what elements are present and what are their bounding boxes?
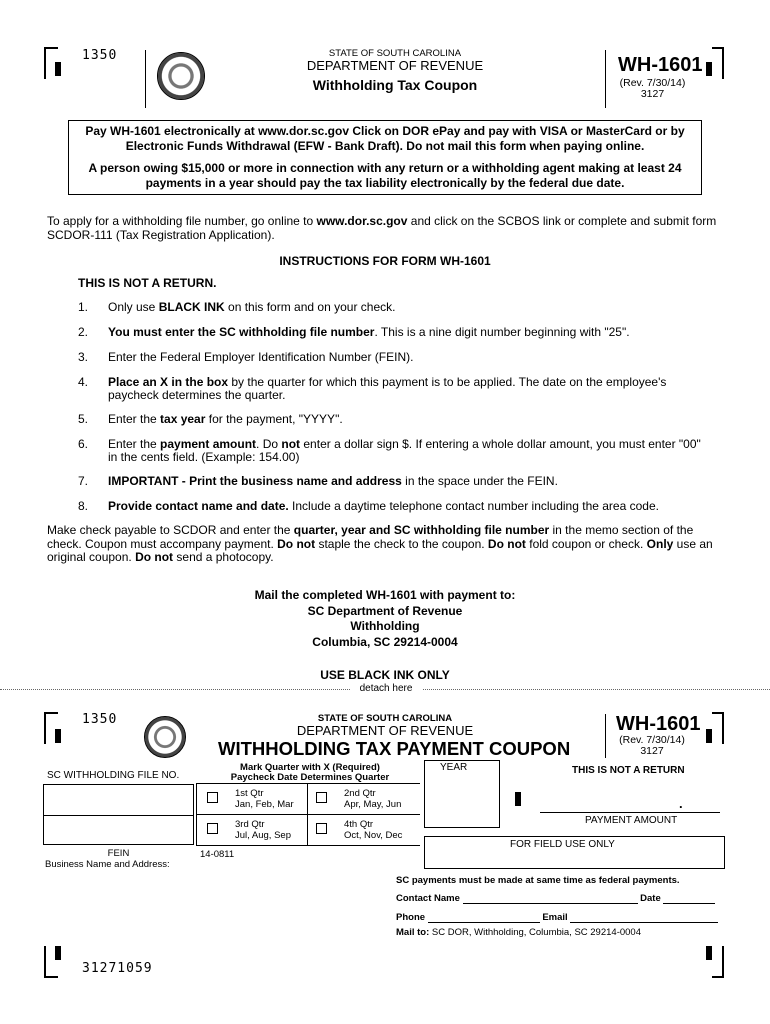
item-bold: tax year [160,412,206,426]
item-number: 4. [78,375,89,389]
page-title: Withholding Tax Coupon [312,77,478,93]
item-bold: Place an X in the box [108,375,229,389]
check-bold: Do not [135,550,174,564]
fein-field[interactable] [43,815,194,845]
business-name-label: Business Name and Address: [45,859,170,870]
quarter-grid-mid [196,814,420,815]
item-text: for the payment, "YYYY". [205,412,343,426]
payment-decimal: . [679,796,683,811]
item-bold: You must enter the SC withholding file number [108,325,375,339]
quarter-grid-bot [196,845,420,846]
corner-bracket-coupon-right [712,712,724,744]
sc-payments-note: SC payments must be made at same time as federal payments. [396,875,680,886]
item-text: . This is a nine digit number beginning with "25". [374,325,630,339]
q1-months: Jan, Feb, Mar [235,798,294,810]
item-bold: IMPORTANT - Print the business name and address [108,474,402,488]
mail-line: Columbia, SC 29214-0004 [312,634,458,649]
phone-field[interactable] [428,911,540,923]
instruction-item [78,376,708,402]
item-text: . Do [256,437,282,451]
item-text: in the space under the FEIN. [401,474,558,488]
item-text: Only use [108,300,159,314]
check-text: send a photocopy. [173,550,274,564]
year-label: YEAR [440,762,468,773]
mail-address [200,588,570,650]
item-text: Enter the [108,437,161,451]
q4-checkbox[interactable] [316,823,327,834]
q2-checkbox[interactable] [316,792,327,803]
header-divider [145,50,146,108]
notice-threshold: A person owing $15,000 or more in connection with any return or a withholding agent making at least 24 payments in a year should pay the tax liability electronically by the federal due date. [88,161,682,190]
coupon-form-number: WH-1601 [616,713,701,735]
not-return-label: THIS IS NOT A RETURN [572,765,685,776]
contact-name-label: Contact Name [396,893,460,904]
mail-to-row [396,927,641,938]
coupon-title: WITHHOLDING TAX PAYMENT COUPON [218,738,571,759]
q4-label [344,820,402,841]
item-number: 8. [78,499,89,513]
field-use-label: FOR FIELD USE ONLY [510,839,615,850]
not-return-heading: THIS IS NOT A RETURN. [78,276,217,290]
registration-mark [55,62,61,76]
file-number-field[interactable] [43,784,194,816]
state-name: STATE OF SOUTH CAROLINA [328,48,462,59]
quarter-grid-v [307,783,308,845]
item-bold: not [281,437,301,451]
detach-label: detach here [350,683,422,694]
instruction-item [78,326,708,339]
form-id: 14-0811 [200,849,235,860]
q3-months: Jul, Aug, Sep [235,829,291,841]
payment-amount-label: PAYMENT AMOUNT [585,815,678,826]
quarter-grid-v [196,783,197,845]
item-text: on this form and on your check. [224,300,396,314]
corner-bracket-bottom-left [44,946,58,978]
item-text: Include a daytime telephone contact number including the area code. [288,499,659,513]
q4-months: Oct, Nov, Dec [344,829,403,841]
coupon-state: STATE OF SOUTH CAROLINA [317,713,453,724]
check-text: staple the check to the coupon. [315,536,488,551]
coupon-form-code: 3127 [640,745,664,757]
form-revision: (Rev. 7/30/14) [619,77,686,89]
item-bold: payment amount [160,437,257,451]
corner-bracket-top-right [712,47,724,79]
mail-to-label: Mail to: [396,927,430,938]
q1-label [235,789,294,810]
email-field[interactable] [570,911,718,923]
form-code: 3127 [640,88,665,100]
date-label: Date [640,893,661,904]
coupon-divider [605,714,606,758]
electronic-payment-notice [68,120,702,195]
barcode-number: 31271059 [82,961,153,976]
check-text: Make check payable to SCDOR and enter the [47,523,294,537]
instruction-item [78,500,708,513]
q1-checkbox[interactable] [207,792,218,803]
date-field[interactable] [663,892,715,904]
contact-name-field[interactable] [463,892,638,904]
check-bold: Do not [277,536,316,551]
fein-label: FEIN [107,848,130,859]
check-text: fold coupon or check. [525,536,647,551]
website-link[interactable]: www.dor.sc.gov [316,214,408,228]
instruction-item [78,351,708,364]
check-bold: quarter, year and SC withholding file number [293,523,550,537]
coupon-revision: (Rev. 7/30/14) [619,734,685,746]
coupon-department: DEPARTMENT OF REVENUE [296,723,474,738]
check-text: use an original coupon. [47,536,713,564]
notice-efw: Pay WH-1601 electronically at www.dor.sc.gov Click on DOR ePay and pay with VISA or MasterCard or by Electronic Funds Withdrawal (EFW - Bank Draft). Do not mail this form when paying online. [85,124,685,153]
contact-row [396,892,726,904]
q2-months: Apr, May, Jun [344,798,402,810]
instruction-item [78,413,708,426]
state-seal-icon [144,716,186,758]
q4-name: 4th Qtr [344,819,374,830]
apply-paragraph [47,215,727,242]
form-code-left: 1350 [82,48,118,63]
black-ink-note: USE BLACK INK ONLY [320,668,450,682]
check-bold: Only [646,536,674,551]
email-label: Email [542,912,568,923]
quarter-grid-top [196,783,420,784]
instruction-item [78,475,708,488]
mail-line: Mail the completed WH-1601 with payment to: [254,588,516,602]
item-number: 1. [78,300,89,314]
header-divider-right [605,50,606,108]
mail-line: SC Department of Revenue [307,603,463,618]
payment-amount-field[interactable] [540,812,720,813]
mail-line: Withholding [350,619,420,633]
instruction-item [78,301,708,314]
coupon-code-left: 1350 [82,712,118,727]
q1-name: 1st Qtr [235,788,264,799]
mark-quarter-label: Mark Quarter with X (Required) [240,762,380,773]
mail-to-address: SC DOR, Withholding, Columbia, SC 29214-0004 [431,927,641,938]
q2-name: 2nd Qtr [344,788,376,799]
check-bold: Do not [487,536,526,551]
phone-row [396,911,726,923]
item-number: 3. [78,350,89,364]
apply-text-2: and click on the SCBOS link or complete and submit form SCDOR-111 (Tax Registration Application). [47,214,717,242]
check-text: in the memo section of the check. Coupon must accompany payment. [47,523,694,551]
phone-label: Phone [396,912,426,923]
q2-label [344,789,401,810]
file-number-label: SC WITHHOLDING FILE NO. [47,770,180,781]
item-text: enter a dollar sign $. If entering a whole dollar amount, you must enter "00" in the cents field. (Example: 154.00) [108,437,701,464]
department-name: DEPARTMENT OF REVENUE [306,58,484,73]
item-number: 7. [78,474,89,488]
q3-label [235,820,291,841]
instruction-item [78,438,708,464]
item-bold: BLACK INK [158,300,225,314]
paycheck-date-label: Paycheck Date Determines Quarter [230,772,390,783]
item-text: Enter the Federal Employer Identification Number (FEIN). [108,350,414,364]
q3-checkbox[interactable] [207,823,218,834]
item-bold: Provide contact name and date. [108,499,289,513]
item-text: by the quarter for which this payment is to be applied. The date on the employee's paycheck determines the quarter. [108,375,667,402]
instructions-heading: INSTRUCTIONS FOR FORM WH-1601 [279,254,491,268]
q3-name: 3rd Qtr [235,819,265,830]
item-number: 2. [78,325,89,339]
apply-text: To apply for a withholding file number, go online to [47,214,317,228]
item-number: 6. [78,437,89,451]
state-seal-icon [157,52,205,100]
form-number: WH-1601 [618,54,703,76]
registration-mark [515,792,521,806]
registration-mark [55,729,61,743]
item-text: Enter the [108,412,161,426]
corner-bracket-bottom-right [712,946,724,978]
check-paragraph [47,524,727,565]
item-number: 5. [78,412,89,426]
